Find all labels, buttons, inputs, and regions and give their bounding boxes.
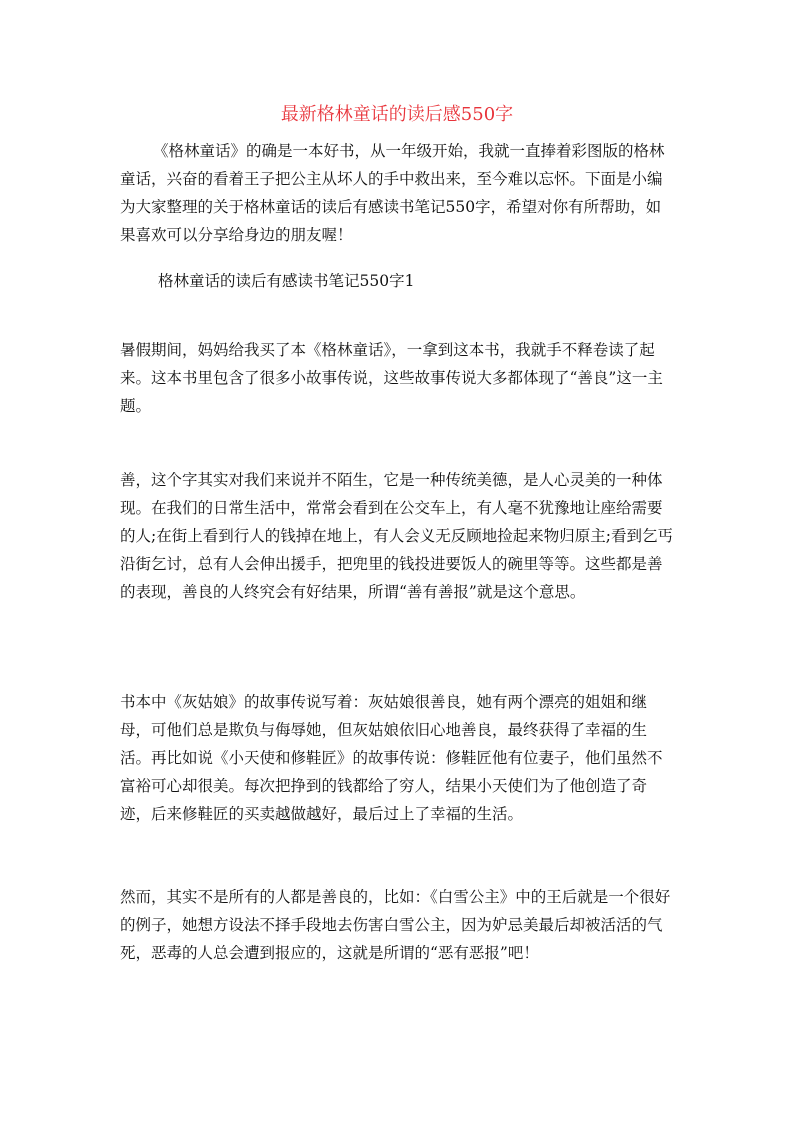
body-paragraph-4: 然而，其实不是所有的人都是善良的，比如：《白雪公主》中的王后就是一个很好的例子，她想方设法不择手段地去伤害白雪公主，因为妒忌美最后却被活活的气死，恶毒的人总会遭到报应的，这就是所谓的“恶有恶报”吧！ (120, 888, 671, 962)
document-title: 最新格林童话的读后感550字 (280, 104, 514, 125)
intro-paragraph: 《格林童话》的确是一本好书，从一年级开始，我就一直捧着彩图版的格林童话，兴奋的看着王子把公主从坏人的手中救出来，至今难以忘怀。下面是小编为大家整理的关于格林童话的读后有感读书笔记550字，希望对你有所帮助，如果喜欢可以分享给身边的朋友喔！ (120, 142, 665, 244)
section-subheading: 格林童话的读后有感读书笔记550字1 (158, 272, 415, 290)
body-paragraph-2: 善，这个字其实对我们来说并不陌生，它是一种传统美德，是人心灵美的一种体现。在我们的日常生活中，常常会看到在公交车上，有人毫不犹豫地让座给需要的人;在街上看到行人的钱掉在地上，有人会义无反顾地捡起来物归原主;看到乞丐沿街乞讨，总有人会伸出援手，把兜里的钱投进要饭人的碗里等等。这些都是善的表现，善良的人终究会有好结果，所谓“善有善报”就是这个意思。 (120, 471, 673, 601)
body-paragraph-1: 暑假期间，妈妈给我买了本《格林童话》，一拿到这本书，我就手不释卷读了起来。这本书里包含了很多小故事传说，这些故事传说大多都体现了“善良”这一主题。 (120, 341, 663, 415)
body-paragraph-3: 书本中《灰姑娘》的故事传说写着：灰姑娘很善良，她有两个漂亮的姐姐和继母，可他们总是欺负与侮辱她，但灰姑娘依旧心地善良，最终获得了幸福的生活。再比如说《小天使和修鞋匠》的故事传说：修鞋匠他有位妻子，他们虽然不富裕可心却很美。每次把挣到的钱都给了穷人，结果小天使们为了他创造了奇迹，后来修鞋匠的买卖越做越好，最后过上了幸福的生活。 (120, 693, 663, 823)
